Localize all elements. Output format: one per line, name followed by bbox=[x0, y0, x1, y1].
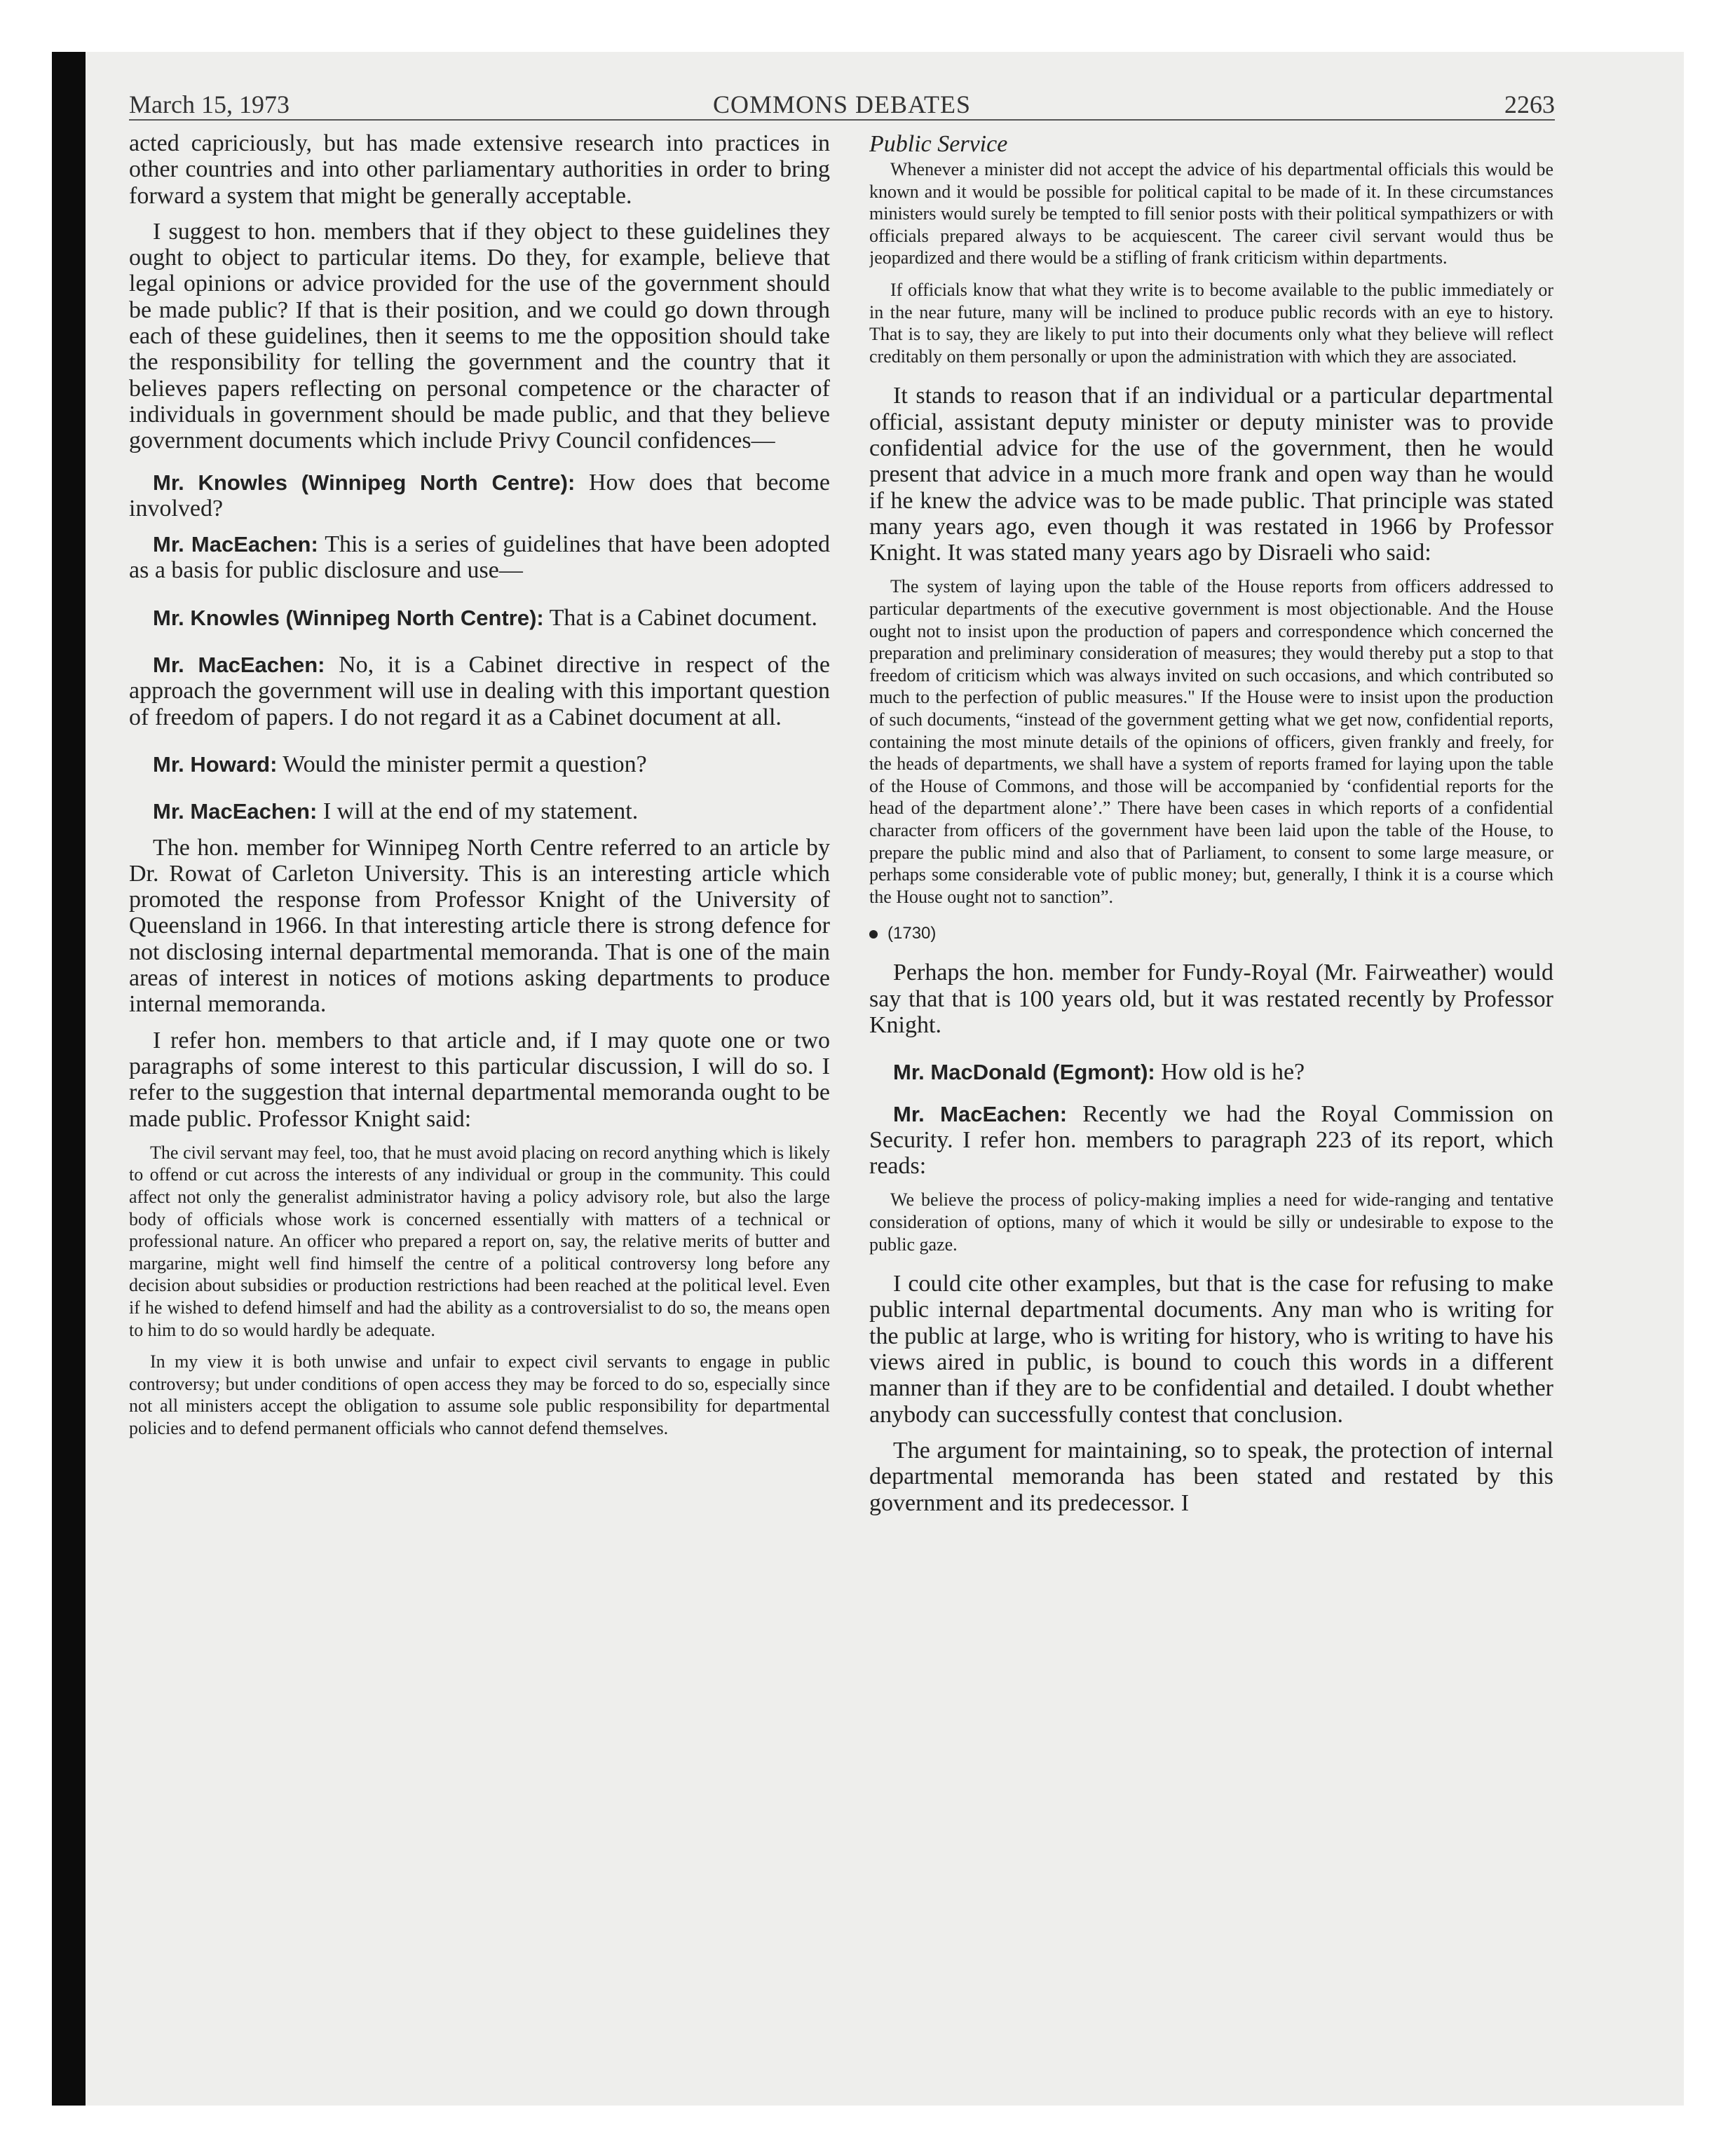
speaker-name: Mr. Howard: bbox=[153, 751, 278, 777]
page-number: 2263 bbox=[1504, 90, 1555, 118]
header-title: COMMONS DEBATES bbox=[712, 90, 972, 118]
speech-text: I will at the end of my statement. bbox=[317, 798, 639, 825]
paragraph: acted capriciously, but has made extensive research into practices in other countries and into other parliamentary authorities in order to bring forward a system that might be generally acceptable. bbox=[129, 130, 830, 209]
speaker-name: Mr. MacEachen: bbox=[153, 653, 325, 678]
right-column bbox=[869, 130, 1553, 1967]
block-quote: Whenever a minister did not accept the advice of his departmental officials this would be known and it would be possible for political capital to be made of it. In these circumstances ministers would surely be tempted to fill senior posts with their political sympathizers or with officials prepared always to be acquiescent. The career civil servant would thus be jeopardized and there would be a stifling of frank criticism within departments. bbox=[869, 159, 1553, 268]
speech-text: That is a Cabinet document. bbox=[543, 604, 818, 631]
speech bbox=[869, 1059, 1553, 1085]
speech-text: No, it is a Cabinet directive in respect of the approach the government will use in dealing with this important question of freedom of papers. I do not regard it as a Cabinet document at all. bbox=[129, 652, 830, 730]
paragraph: The hon. member for Winnipeg North Centre referred to an article by Dr. Rowat of Carleton University. This is an interesting article which promoted the response from Professor Knight of the University of Queensland in 1966. In that interesting article there is strong defence for not disclosing internal departmental memoranda. That is one of the main areas of interest in notices of motions asking departments to produce internal memoranda. bbox=[129, 834, 830, 1018]
speaker-name: Mr. MacDonald (Egmont): bbox=[893, 1060, 1155, 1085]
section-title: Public Service bbox=[869, 131, 1008, 157]
speech-text: How old is he? bbox=[1155, 1059, 1305, 1086]
speaker-name: Mr. Knowles (Winnipeg North Centre): bbox=[153, 470, 576, 495]
speech-text: Recently we had the Royal Commission on Security. I refer hon. members to paragraph 223 of its report, which reads: bbox=[869, 1100, 1553, 1180]
speech bbox=[129, 798, 830, 824]
speech bbox=[129, 470, 830, 522]
speech bbox=[129, 751, 830, 777]
paragraph: I could cite other examples, but that is the case for refusing to make public internal departmental documents. Any man who is writing for the public at large, who is writing for history, who is writing to have his views aired in public, is bound to couch this words in a different manner than if they are to be confidential and detailed. I doubt whether anybody can successfully contest that conclusion. bbox=[869, 1271, 1553, 1428]
speech bbox=[129, 652, 830, 730]
block-quote: We believe the process of policy-making implies a need for wide-ranging and tentative consideration of options, many of which it would be silly or undesirable to expose to the public gaze. bbox=[869, 1189, 1553, 1255]
time-text: (1730) bbox=[887, 924, 937, 943]
block-quote: In my view it is both unwise and unfair to expect civil servants to engage in public controversy; but under conditions of open access they may be forced to do so, especially since not all ministers accept the obligation to assume sole public responsibility for departmental policies and to defend permanent officials who cannot defend themselves. bbox=[129, 1351, 830, 1438]
speaker-name: Mr. MacEachen: bbox=[153, 799, 318, 824]
bullet-icon bbox=[869, 930, 878, 939]
page-header bbox=[129, 90, 1555, 121]
binding-edge bbox=[52, 52, 86, 2106]
paragraph: It stands to reason that if an individual or a particular departmental official, assistant deputy minister or deputy minister was to provide confidential advice for the use of the government, then he would present that advice in a much more frank and open way than he would if he knew the advice was to be made public. That principle was stated many years ago, even though it was restated in 1966 by Professor Knight. It was stated many years ago by Disraeli who said: bbox=[869, 383, 1553, 566]
paragraph: Perhaps the hon. member for Fundy-Royal (Mr. Fairweather) would say that that is 100 years old, but it was restated recently by Professor Knight. bbox=[869, 960, 1553, 1038]
speech-text: This is a series of guidelines that have been adopted as a basis for public disclosure and use— bbox=[129, 531, 830, 584]
block-quote: If officials know that what they write is to become available to the public immediately or in the near future, many will be inclined to produce public records with an eye to history. That is to say, they are likely to put into their documents only what they believe will reflect creditably on them personally or upon the administration with which they are associated. bbox=[869, 279, 1553, 367]
speech bbox=[129, 605, 830, 631]
left-column bbox=[129, 130, 830, 1967]
speech bbox=[129, 531, 830, 584]
paragraph: The argument for maintaining, so to speak, the protection of internal departmental memoranda has been stated and restated by this government and its predecessor. I bbox=[869, 1437, 1553, 1516]
speech bbox=[869, 1101, 1553, 1180]
speech-text: Would the minister permit a question? bbox=[277, 751, 647, 777]
speech-text: How does that become involved? bbox=[129, 469, 830, 521]
paragraph: I suggest to hon. members that if they object to these guidelines they ought to object to particular items. Do they, for example, believe that legal opinions or advice provided for the use of the government should be made public? If that is their position, and we could go down through each of these guidelines, then it seems to me the opposition should take the responsibility for telling the government and the country that it believes papers reflecting on personal competence or the character of individuals in government should be made public, and that they believe government documents which include Privy Council confidences— bbox=[129, 218, 830, 454]
time-marker bbox=[869, 923, 1553, 944]
block-quote: The civil servant may feel, too, that he must avoid placing on record anything which is likely to offend or cut across the interests of any individual or group in the community. This could affect not only the generalist administrator having a policy advisory role, but also the large body of officials whose work is concerned essentially with matters of a technical or professional nature. An officer who prepared a report on, say, the relative merits of butter and margarine, might well find himself the centre of a political controversy long before any decision about subsidies or production restrictions had been reached at the political level. Even if he wished to defend himself and had the ability as a controversialist to do so, the means open to him to do so would hardly be adequate. bbox=[129, 1142, 830, 1340]
speaker-name: Mr. MacEachen: bbox=[893, 1101, 1068, 1126]
block-quote: The system of laying upon the table of the House reports from officers addressed to particular departments of the executive government is most objectionable. And the House ought not to insist upon the production of papers and correspondence which concerned the preparation and preliminary consideration of measures; they would thereby put a stop to that freedom of criticism which was always invited on such occasions, and which contributed so much to the perfection of public measures." If the House were to insist upon the production of such documents, “instead of the government getting what we get now, confidential reports, containing the most minute details of the opinions of officers, given frankly and freely, for the heads of departments, we shall have a system of reports framed for laying upon the table of the House of Commons, and those will be accompanied by ‘confidential reports for the head of the department alone’.” There have been cases in which reports of a confidential character from officers of the government have been laid upon the table of the House, to prepare the public mind and also that of Parliament, to consent to some large measure, or perhaps some considerable vote of public money; but, generally, I think it is a course which the House ought not to sanction”. bbox=[869, 576, 1553, 907]
paragraph: I refer hon. members to that article and, if I may quote one or two paragraphs of some interest to this particular discussion, I will do so. I refer to the suggestion that internal departmental memoranda ought to be made public. Professor Knight said: bbox=[129, 1027, 830, 1132]
speaker-name: Mr. Knowles (Winnipeg North Centre): bbox=[153, 605, 544, 630]
speaker-name: Mr. MacEachen: bbox=[153, 532, 318, 557]
header-date: March 15, 1973 bbox=[129, 90, 290, 118]
